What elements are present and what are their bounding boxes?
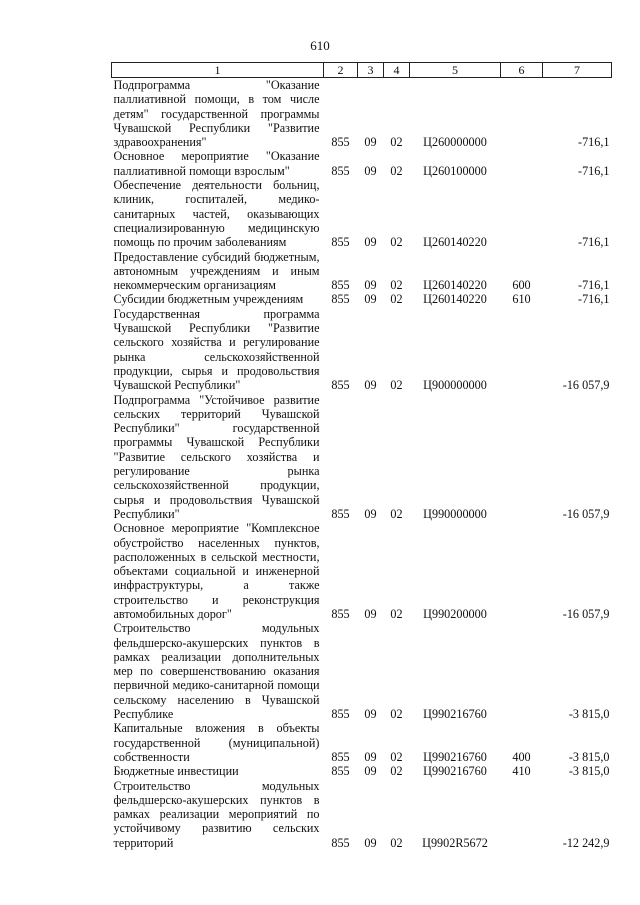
row-sum: -3 815,0 [568,764,610,779]
row-sum: -16 057,9 [562,506,610,521]
row-gr: 855 [331,292,350,307]
table-row [112,721,612,764]
table-body [112,78,612,851]
header-row [112,63,612,78]
header-col-2: 2 [324,63,358,78]
row-sum: -716,1 [578,163,610,178]
row-vr [501,78,543,150]
row-name: Обеспечение деятельности больниц, клиник, госпиталей, медико-санитарных частей, оказывающих специализированную медицинскую помощь по прочим заболеваниям [113,178,320,250]
row-rz: 09 [364,749,377,764]
row-name: Основное мероприятие "Комплексное обустройство населенных пунктов, расположенных в сельской местности, объектами социальной и инженерной инфраструктуры, а также строительство и реконструкция автомобильных дорог" [113,521,320,621]
header-col-5: 5 [410,63,501,78]
page-number: 610 [310,38,330,53]
header-col-3: 3 [358,63,384,78]
row-pr: 02 [390,707,403,722]
row-vr [501,393,543,522]
table-row [112,78,612,150]
row-rz: 09 [364,135,377,150]
table-row [112,250,612,293]
row-name: Капитальные вложения в объекты государственной (муниципальной) собственности [113,721,320,764]
row-csr: Ц990216760 [423,707,487,722]
row-pr: 02 [390,764,403,779]
row-rz: 09 [364,378,377,393]
row-gr: 855 [331,235,350,250]
row-csr: Ц990216760 [423,764,487,779]
table-row [112,764,612,778]
budget-table [111,62,612,850]
row-vr [501,149,543,178]
row-csr: Ц990000000 [423,506,487,521]
row-pr: 02 [390,835,403,850]
header-col-7: 7 [543,63,612,78]
row-csr: Ц9902R5672 [422,835,488,850]
row-name: Бюджетные инвестиции [113,764,239,779]
table-row [112,307,612,393]
row-sum: -3 815,0 [568,707,610,722]
table-row [112,393,612,522]
row-name: Предоставление субсидий бюджетным, автономным учреждениям и иным некоммерческим организациям [113,249,320,293]
row-csr: Ц990216760 [423,749,487,764]
row-sum: -716,1 [578,278,610,293]
row-vr: 410 [512,764,531,779]
row-csr: Ц260140220 [423,292,487,307]
row-rz: 09 [364,835,377,850]
row-csr: Ц260100000 [423,163,487,178]
header-col-4: 4 [384,63,410,78]
table-row [112,292,612,306]
row-csr: Ц260000000 [423,135,487,150]
row-sum: -716,1 [578,292,610,307]
row-sum: -3 815,0 [568,749,610,764]
table-row [112,521,612,621]
row-vr [501,178,543,249]
row-gr: 855 [331,707,350,722]
row-rz: 09 [364,163,377,178]
row-name: Основное мероприятие "Оказание паллиативной помощи взрослым" [113,149,320,178]
header-col-6: 6 [501,63,543,78]
row-rz: 09 [364,606,377,621]
row-gr: 855 [331,378,350,393]
row-gr: 855 [331,135,350,150]
table-row [112,178,612,249]
row-sum: -12 242,9 [562,835,610,850]
row-csr: Ц260140220 [423,278,487,293]
row-rz: 09 [364,764,377,779]
row-csr: Ц900000000 [423,378,487,393]
table-row [112,779,612,850]
row-vr [501,779,543,850]
row-gr: 855 [331,764,350,779]
row-pr: 02 [390,235,403,250]
row-vr [501,521,543,621]
row-vr: 610 [512,292,531,307]
row-sum: -16 057,9 [562,606,610,621]
row-pr: 02 [390,278,403,293]
row-gr: 855 [331,606,350,621]
row-pr: 02 [390,135,403,150]
row-gr: 855 [331,506,350,521]
row-sum: -716,1 [578,235,610,250]
row-pr: 02 [390,606,403,621]
row-gr: 855 [331,163,350,178]
row-vr [501,307,543,393]
header-col-1: 1 [112,63,324,78]
row-name: Субсидии бюджетным учреждениям [113,292,304,307]
table-row [112,149,612,178]
row-pr: 02 [390,749,403,764]
row-vr [501,621,543,721]
row-csr: Ц260140220 [423,235,487,250]
row-pr: 02 [390,163,403,178]
row-vr: 600 [512,278,531,293]
row-name: Строительство модульных фельдшерско-акушерских пунктов в рамках реализации дополнительных мер по совершенствованию оказания первичной медико-санитарной помощи сельскому населению в Чувашской Республике [113,621,320,722]
row-pr: 02 [390,378,403,393]
row-gr: 855 [331,278,350,293]
table-row [112,621,612,721]
row-name: Государственная программа Чувашской Республики "Развитие сельского хозяйства и регулирование рынка сельскохозяйственной продукции, сырья и продовольствия Чувашской Республики" [113,306,320,393]
row-rz: 09 [364,707,377,722]
row-vr: 400 [512,749,531,764]
row-name: Подпрограмма "Оказание паллиативной помощи, в том числе детям" государственной программы Чувашской Республики "Развитие здравоохранения" [113,78,320,150]
row-pr: 02 [390,506,403,521]
row-name: Строительство модульных фельдшерско-акушерских пунктов в рамках реализации мероприятий по устойчивому развитию сельских территорий [113,778,320,850]
row-gr: 855 [331,749,350,764]
row-sum: -16 057,9 [562,378,610,393]
row-gr: 855 [331,835,350,850]
row-pr: 02 [390,292,403,307]
row-rz: 09 [364,278,377,293]
row-sum: -716,1 [578,135,610,150]
row-rz: 09 [364,292,377,307]
row-name: Подпрограмма "Устойчивое развитие сельских территорий Чувашской Республики" государственной программы Чувашской Республики "Развитие сельского хозяйства и регулирование рынка сельскохозяйственной продукции, сырья и продовольствия Чувашской Республики" [113,392,320,521]
row-rz: 09 [364,506,377,521]
row-rz: 09 [364,235,377,250]
row-csr: Ц990200000 [423,606,487,621]
